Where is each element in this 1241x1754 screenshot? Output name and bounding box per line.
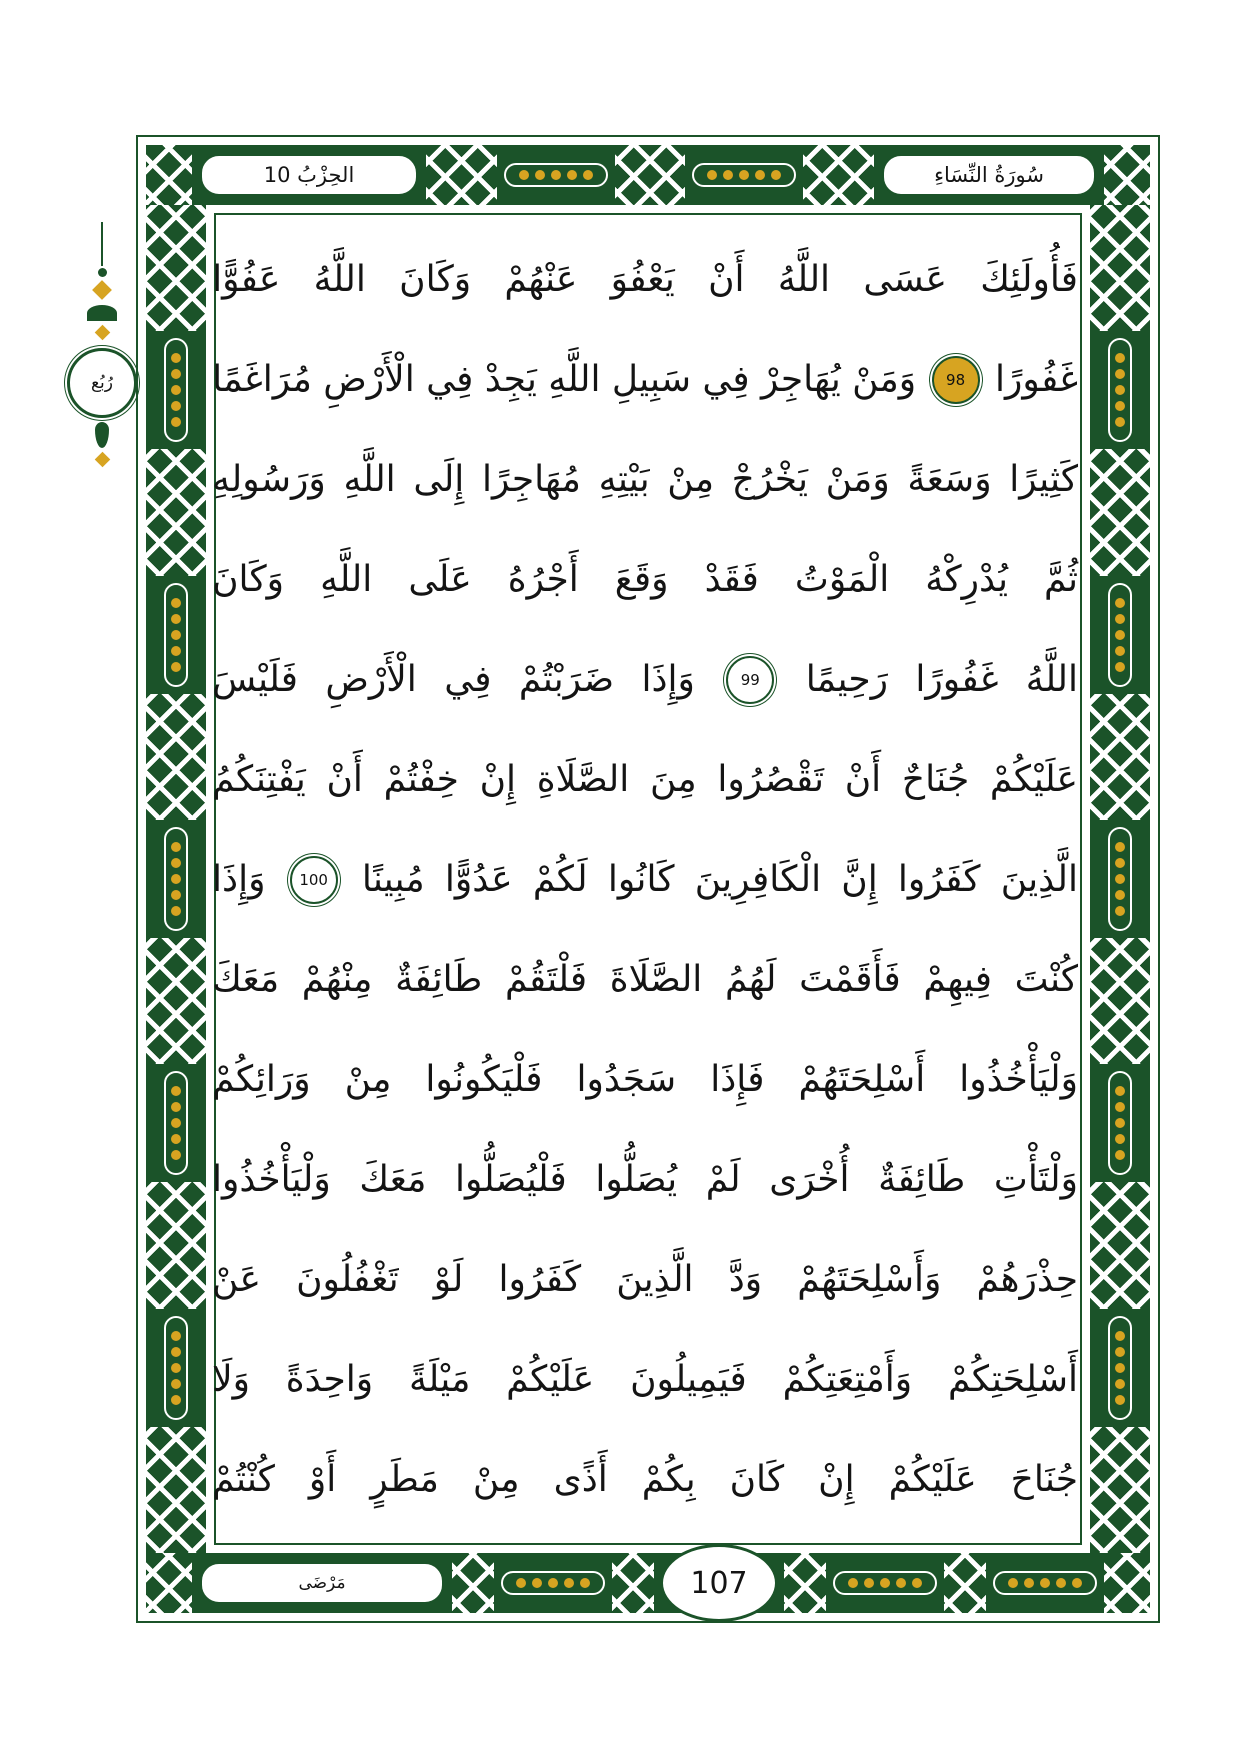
ayah-word: اللَّهُ xyxy=(313,259,366,301)
ayah-word: فَلْيُصَلُّوا xyxy=(454,1159,567,1201)
gold-dot xyxy=(171,1347,181,1357)
border-band-right xyxy=(1090,205,1150,1553)
gold-dot xyxy=(880,1578,890,1588)
gold-dot xyxy=(551,170,561,180)
gold-dot xyxy=(580,1578,590,1588)
quran-line xyxy=(212,832,1078,928)
gold-dot xyxy=(171,1134,181,1144)
ayah-word: كُنْتَ xyxy=(1014,959,1078,1001)
ayah-word: وَسَعَةً xyxy=(907,459,992,501)
gold-dot xyxy=(1115,1379,1125,1389)
ayah-word: عَلَيْكُمْ xyxy=(506,1359,595,1401)
gold-dot xyxy=(864,1578,874,1588)
quran-line xyxy=(212,432,1078,528)
ayah-word: فَلْيَكُونُوا xyxy=(425,1059,543,1101)
ayah-word: فِي xyxy=(702,359,750,401)
verse-number: 99 xyxy=(740,670,760,689)
ayah-word: كَثِيرًا xyxy=(1009,459,1078,501)
ayah-word: حِذْرَهُمْ xyxy=(976,1259,1078,1301)
ayah-word: عَلَيْكُمْ xyxy=(888,1459,977,1501)
page-number-badge xyxy=(660,1544,778,1622)
gold-dot xyxy=(516,1578,526,1588)
ayah-word: الصَّلَاةَ xyxy=(609,959,703,1001)
ayah-word: وَرَائِكُمْ xyxy=(212,1059,311,1101)
ayah-word: كَانَ xyxy=(729,1459,785,1501)
gold-dot xyxy=(896,1578,906,1588)
gold-dot xyxy=(564,1578,574,1588)
knotwork-segment xyxy=(1090,694,1150,820)
gold-dot xyxy=(171,353,181,363)
ayah-word: رَحِيمًا xyxy=(805,659,888,701)
gold-dot xyxy=(171,890,181,900)
ayah-word: وَإِذَا xyxy=(212,859,266,901)
ayah-word: مِنْهُمْ xyxy=(301,959,373,1001)
quran-line xyxy=(212,1032,1078,1128)
knotwork-segment xyxy=(1090,1427,1150,1553)
gold-dot xyxy=(1115,1347,1125,1357)
hizb-label: الحِزْبُ 10 xyxy=(263,163,355,187)
gold-dots-ornament xyxy=(1108,338,1132,442)
gold-dot xyxy=(739,170,749,180)
gold-diamond-icon xyxy=(94,452,110,468)
ayah-word: فَأُولَئِكَ xyxy=(980,259,1078,301)
gold-dot xyxy=(1115,858,1125,868)
ayah-word: مُبِينًا xyxy=(361,859,425,901)
gold-dot xyxy=(519,170,529,180)
gold-dots-ornament xyxy=(692,163,796,187)
gold-dot xyxy=(532,1578,542,1588)
ayah-word: تَغْفُلُونَ xyxy=(296,1259,399,1301)
catchword-cartouche xyxy=(200,1562,444,1604)
gold-dot xyxy=(171,417,181,427)
gold-dot xyxy=(707,170,717,180)
gold-dot xyxy=(1115,630,1125,640)
ayah-word: عَنْ xyxy=(212,1259,261,1301)
ayah-word: عَلَيْكُمْ xyxy=(989,759,1078,801)
ayah-word: فَأَقَمْتَ xyxy=(799,959,901,1001)
surah-title: سُورَةُ النِّسَاءِ xyxy=(934,163,1044,187)
ayah-word: مَعَكَ xyxy=(359,1159,427,1201)
arabesque-drop xyxy=(95,422,109,448)
rub-label: رُبُع xyxy=(91,373,113,393)
border-band-top xyxy=(146,145,1150,205)
gold-dot xyxy=(1115,662,1125,672)
ayah-word: يُصَلُّوا xyxy=(595,1159,678,1201)
gold-dot xyxy=(1115,874,1125,884)
gold-dot xyxy=(171,906,181,916)
ayah-word: الْأَرْضِ xyxy=(325,659,417,701)
knotwork-segment xyxy=(615,145,686,205)
gold-dot xyxy=(171,1379,181,1389)
ayah-word: الصَّلَاةِ xyxy=(536,759,630,801)
ayah-word: عَسَى xyxy=(863,259,947,301)
gold-dot xyxy=(171,646,181,656)
gold-dot xyxy=(171,858,181,868)
ayah-word: يَعْفُوَ xyxy=(610,259,675,301)
ayah-word: وَكَانَ xyxy=(212,559,285,601)
ayah-word: جُنَاحَ xyxy=(1010,1459,1078,1501)
gold-dot xyxy=(1040,1578,1050,1588)
ayah-word: أَذًى xyxy=(553,1459,608,1501)
ayah-word: مَعَكَ xyxy=(212,959,280,1001)
ayah-word: ضَرَبْتُمْ xyxy=(518,659,615,701)
gold-dot xyxy=(171,1363,181,1373)
ayah-word: أَنْ xyxy=(708,259,745,301)
ayah-word: اللَّهُ xyxy=(1025,659,1078,701)
ayah-word: أَنْ xyxy=(844,759,882,801)
quran-line xyxy=(212,232,1078,328)
ayah-word: عَنْهُمْ xyxy=(504,259,578,301)
ayah-word: وَأَسْلِحَتَهُمْ xyxy=(797,1259,942,1301)
ayah-word: الْمَوْتُ xyxy=(794,559,890,601)
quran-text-block xyxy=(212,232,1078,1528)
ayah-word: الْكَافِرِينَ xyxy=(694,859,822,901)
gold-dot xyxy=(1115,417,1125,427)
ayah-word: أُخْرَى xyxy=(769,1159,850,1201)
ayah-word: وَرَسُولِهِ xyxy=(212,459,326,501)
ayah-word: وَكَانَ xyxy=(399,259,472,301)
ayah-word: فِي xyxy=(444,659,492,701)
quran-line xyxy=(212,1132,1078,1228)
ayah-word: بَيْتِهِ xyxy=(598,459,650,501)
gold-dot xyxy=(1056,1578,1066,1588)
ayah-word: فَإِذَا xyxy=(710,1059,765,1101)
gold-dot xyxy=(1115,1395,1125,1405)
gold-dot xyxy=(171,662,181,672)
ayah-word: جُنَاحٌ xyxy=(901,759,970,801)
ayah-word: اللَّهُ xyxy=(777,259,831,301)
gold-dots-ornament xyxy=(164,583,188,687)
ayah-word: الَّذِينَ xyxy=(1000,859,1078,901)
page-number: 107 xyxy=(690,1565,748,1601)
knotwork-segment xyxy=(426,145,497,205)
quran-line xyxy=(212,532,1078,628)
gold-dots-ornament xyxy=(1108,1316,1132,1420)
gold-dot xyxy=(1115,369,1125,379)
ayah-word: اللَّهِ xyxy=(343,459,396,501)
ayah-word: كَفَرُوا xyxy=(498,1259,582,1301)
ayah-word: وَدَّ xyxy=(728,1259,763,1301)
ayah-word: مِنْ xyxy=(472,1459,520,1501)
gold-dot xyxy=(1115,1150,1125,1160)
ayah-word: ثُمَّ xyxy=(1044,559,1078,601)
knotwork-segment xyxy=(452,1553,494,1613)
ayah-word: مِنْ xyxy=(344,1059,392,1101)
ayah-word: عَدُوًّا xyxy=(444,859,513,901)
gold-dot xyxy=(755,170,765,180)
ayah-word: فَيَمِيلُونَ xyxy=(630,1359,747,1401)
ayah-word: مُهَاجِرًا xyxy=(481,459,581,501)
border-band-left xyxy=(146,205,206,1553)
gold-dot xyxy=(171,1102,181,1112)
ayah-word: الْأَرْضِ xyxy=(323,359,415,401)
gold-dot xyxy=(1024,1578,1034,1588)
gold-dot xyxy=(171,1331,181,1341)
gold-dots-ornament xyxy=(1108,1071,1132,1175)
gold-dot xyxy=(848,1578,858,1588)
gold-dots-ornament xyxy=(164,827,188,931)
ayah-word: كُنْتُمْ xyxy=(212,1459,275,1501)
quran-line xyxy=(212,732,1078,828)
corner-knotwork xyxy=(1104,1553,1150,1613)
gold-dot xyxy=(1115,1331,1125,1341)
ayah-word: إِنْ xyxy=(479,759,517,801)
verse-marker xyxy=(932,356,980,404)
gold-dots-ornament xyxy=(504,163,608,187)
ayah-word: مِنَ xyxy=(649,759,697,801)
gold-dot xyxy=(567,170,577,180)
ayah-word: يُهَاجِرْ xyxy=(761,359,841,401)
ayah-word: طَائِفَةٌ xyxy=(878,1159,966,1201)
catchword: مَرْضَى xyxy=(298,1573,346,1593)
ayah-word: إِلَى xyxy=(413,459,465,501)
gold-diamond-icon xyxy=(92,280,112,300)
knotwork-segment xyxy=(146,938,206,1064)
ayah-word: تَقْصُرُوا xyxy=(717,759,825,801)
gold-dot xyxy=(771,170,781,180)
ayah-word: أَوْ xyxy=(308,1459,337,1501)
quran-line xyxy=(212,1232,1078,1328)
gold-dots-ornament xyxy=(833,1571,937,1595)
knotwork-segment xyxy=(1090,205,1150,331)
verse-number: 100 xyxy=(299,870,328,889)
ayah-word: فِي xyxy=(426,359,474,401)
quran-line xyxy=(212,932,1078,1028)
gold-dot xyxy=(723,170,733,180)
gold-dot xyxy=(171,630,181,640)
ayah-word: إِنَّ xyxy=(841,859,878,901)
ayah-word: أَنْ xyxy=(326,759,363,801)
knotwork-segment xyxy=(944,1553,986,1613)
ayah-word: فَلَيْسَ xyxy=(212,659,298,701)
ayah-word: سَبِيلِ xyxy=(611,359,692,401)
ayah-word: لَمْ xyxy=(705,1159,741,1201)
gold-dot xyxy=(171,874,181,884)
ayah-word: لَوْ xyxy=(433,1259,464,1301)
ayah-word: سَجَدُوا xyxy=(576,1059,677,1101)
ayah-word: يَخْرُجْ xyxy=(731,459,808,501)
knotwork-segment xyxy=(784,1553,826,1613)
quran-line xyxy=(212,1432,1078,1528)
gold-dots-ornament xyxy=(164,1316,188,1420)
ayah-word: فَلْتَقُمْ xyxy=(504,959,588,1001)
ayah-word: وَإِذَا xyxy=(641,659,695,701)
ayah-word: وَلْتَأْتِ xyxy=(993,1159,1078,1201)
gold-dot xyxy=(171,1150,181,1160)
gold-dot xyxy=(1115,353,1125,363)
border-band-bottom xyxy=(146,1553,1150,1613)
gold-dot xyxy=(1008,1578,1018,1588)
knotwork-segment xyxy=(146,694,206,820)
medallion-stem xyxy=(101,222,103,266)
ayah-word: الَّذِينَ xyxy=(616,1259,694,1301)
gold-dot xyxy=(1115,1102,1125,1112)
ayah-word: فَقَدْ xyxy=(704,559,759,601)
ayah-word: وَأَمْتِعَتِكُمْ xyxy=(782,1359,913,1401)
gold-dot xyxy=(171,1086,181,1096)
ayah-word: مَيْلَةً xyxy=(408,1359,471,1401)
ayah-word: غَفُورًا xyxy=(915,659,999,701)
ayah-word: مِنْ xyxy=(667,459,714,501)
ayah-word: وَقَعَ xyxy=(614,559,669,601)
knotwork-segment xyxy=(146,1427,206,1553)
gold-dots-ornament xyxy=(164,338,188,442)
ayah-word: وَمَنْ xyxy=(852,359,917,401)
ayah-word: أَجْرُهُ xyxy=(507,559,579,601)
gold-dot xyxy=(171,369,181,379)
gold-dot xyxy=(1072,1578,1082,1588)
verse-marker xyxy=(726,656,774,704)
gold-dot xyxy=(1115,598,1125,608)
quran-line xyxy=(212,332,1078,428)
gold-dots-ornament xyxy=(1108,827,1132,931)
gold-dot xyxy=(1115,890,1125,900)
knotwork-segment xyxy=(146,449,206,575)
gold-dot xyxy=(171,614,181,624)
gold-dot xyxy=(171,1395,181,1405)
ayah-word: كَانُوا xyxy=(607,859,675,901)
ayah-word: كَفَرُوا xyxy=(897,859,981,901)
ayah-word: غَفُورًا xyxy=(994,359,1078,401)
ayah-word: عَلَى xyxy=(408,559,472,601)
rub-label-circle xyxy=(67,348,137,418)
ayah-word: أَسْلِحَتَهُمْ xyxy=(798,1059,926,1101)
hizb-cartouche xyxy=(200,154,418,196)
ayah-word: وَلَا xyxy=(212,1359,250,1401)
gold-dots-ornament xyxy=(993,1571,1097,1595)
quran-line xyxy=(212,632,1078,728)
gold-dot xyxy=(1115,401,1125,411)
ayah-word: يَفْتِنَكُمُ xyxy=(212,759,306,801)
knotwork-segment xyxy=(146,205,206,331)
ayah-word: إِنْ xyxy=(818,1459,855,1501)
gold-dot xyxy=(1115,1086,1125,1096)
gold-dot xyxy=(171,598,181,608)
gold-dot xyxy=(1115,646,1125,656)
gold-dot xyxy=(1115,614,1125,624)
gold-dot xyxy=(583,170,593,180)
gold-dot xyxy=(548,1578,558,1588)
gold-dot xyxy=(535,170,545,180)
verse-marker xyxy=(290,856,338,904)
knotwork-segment xyxy=(803,145,874,205)
ayah-word: اللَّهِ xyxy=(548,359,601,401)
gold-dot xyxy=(912,1578,922,1588)
ayah-word: لَكُمْ xyxy=(532,859,588,901)
gold-dot xyxy=(1115,906,1125,916)
ayah-word: اللَّهِ xyxy=(320,559,373,601)
gold-dots-ornament xyxy=(164,1071,188,1175)
ayah-word: مُرَاغَمًا xyxy=(212,359,312,401)
knotwork-segment xyxy=(1090,449,1150,575)
ayah-word: وَمَنْ xyxy=(825,459,890,501)
ayah-word: وَاحِدَةً xyxy=(285,1359,374,1401)
ayah-word: وَلْيَأْخُذُوا xyxy=(959,1059,1078,1101)
medallion-dot xyxy=(98,268,107,277)
gold-dot xyxy=(1115,1134,1125,1144)
ayah-word: طَائِفَةٌ xyxy=(395,959,483,1001)
corner-knotwork xyxy=(1104,145,1150,205)
rub-hizb-medallion xyxy=(50,222,154,478)
gold-dot xyxy=(1115,385,1125,395)
knotwork-segment xyxy=(146,1182,206,1308)
ayah-word: بِكُمْ xyxy=(641,1459,696,1501)
gold-dot xyxy=(171,842,181,852)
ayah-word: مَطَرٍ xyxy=(370,1459,439,1501)
gold-dot xyxy=(171,385,181,395)
gold-dot xyxy=(1115,842,1125,852)
ayah-word: أَسْلِحَتِكُمْ xyxy=(947,1359,1078,1401)
verse-number: 98 xyxy=(946,370,966,389)
knotwork-segment xyxy=(1090,938,1150,1064)
ayah-word: عَفُوًّا xyxy=(212,259,281,301)
knotwork-segment xyxy=(612,1553,654,1613)
gold-dot xyxy=(1115,1118,1125,1128)
ayah-word: لَهُمُ xyxy=(724,959,777,1001)
ayah-word: وَلْيَأْخُذُوا xyxy=(212,1159,331,1201)
knotwork-segment xyxy=(1090,1182,1150,1308)
ayah-word: فِيهِمْ xyxy=(923,959,992,1001)
gold-dot xyxy=(171,401,181,411)
ayah-word: خِفْتُمْ xyxy=(383,759,459,801)
ayah-word: يَجِدْ xyxy=(484,359,537,401)
surah-cartouche xyxy=(882,154,1096,196)
gold-diamond-icon xyxy=(94,325,110,341)
gold-dot xyxy=(1115,1363,1125,1373)
quran-line xyxy=(212,1332,1078,1428)
gold-dot xyxy=(171,1118,181,1128)
gold-dots-ornament xyxy=(501,1571,605,1595)
corner-knotwork xyxy=(146,145,192,205)
gold-dots-ornament xyxy=(1108,583,1132,687)
corner-knotwork xyxy=(146,1553,192,1613)
ayah-word: يُدْرِكْهُ xyxy=(925,559,1008,601)
arabesque-leaf xyxy=(87,305,117,321)
